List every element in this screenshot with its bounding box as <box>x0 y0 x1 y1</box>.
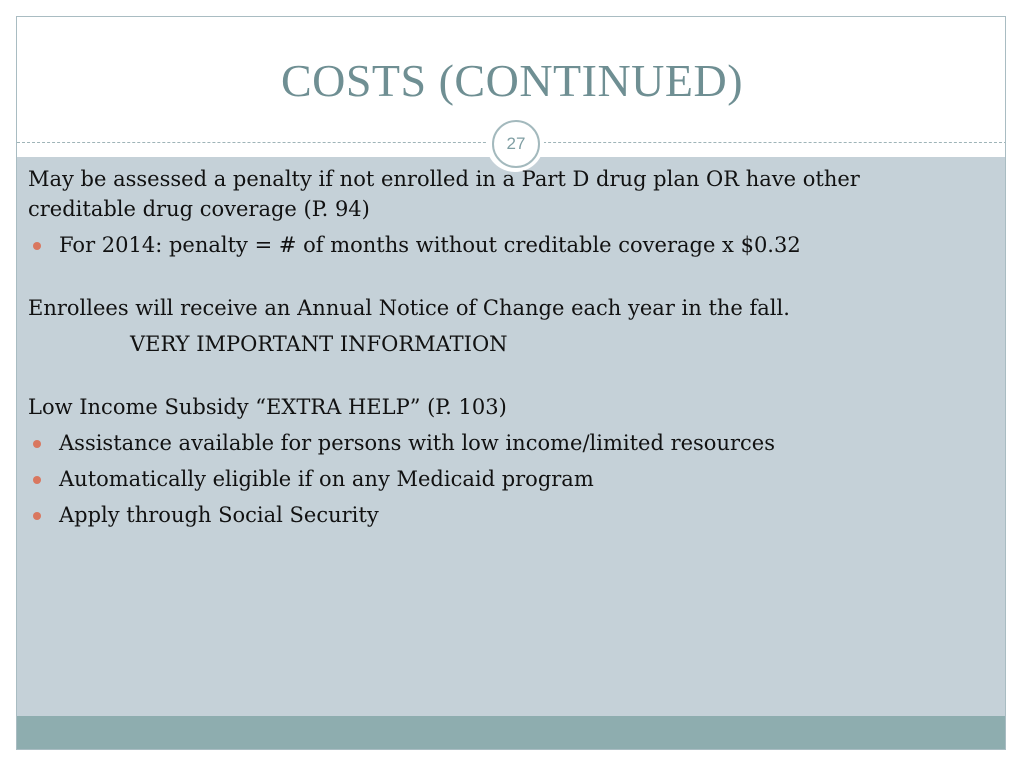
bullet-item <box>28 500 958 530</box>
footer-band <box>17 716 1006 750</box>
subsidy-heading: Low Income Subsidy “EXTRA HELP” (P. 103) <box>28 395 507 419</box>
page-number: 27 <box>492 120 540 168</box>
slide-title: COSTS (CONTINUED) <box>280 55 744 106</box>
bullet-text: Automatically eligible if on any Medicaid program <box>59 467 594 491</box>
bullet-dot-icon <box>33 440 41 448</box>
bullet-dot-icon <box>33 512 41 520</box>
bullet-text: Apply through Social Security <box>59 503 379 527</box>
bullet-dot-icon <box>33 476 41 484</box>
slide-body <box>28 164 958 530</box>
bullet-item <box>28 464 958 494</box>
annual-notice: Enrollees will receive an Annual Notice of Change each year in the fall. <box>28 296 790 320</box>
important-note: VERY IMPORTANT INFORMATION <box>130 332 508 356</box>
bullet-item <box>28 428 958 458</box>
bullet-text: For 2014: penalty = # of months without creditable coverage x $0.32 <box>59 233 801 257</box>
bullet-item <box>28 230 958 260</box>
bullet-dot-icon <box>33 242 41 250</box>
bullet-text: Assistance available for persons with low income/limited resources <box>59 431 775 455</box>
penalty-intro: May be assessed a penalty if not enrolled in a Part D drug plan OR have other creditable drug coverage (P. 94) <box>28 167 860 221</box>
